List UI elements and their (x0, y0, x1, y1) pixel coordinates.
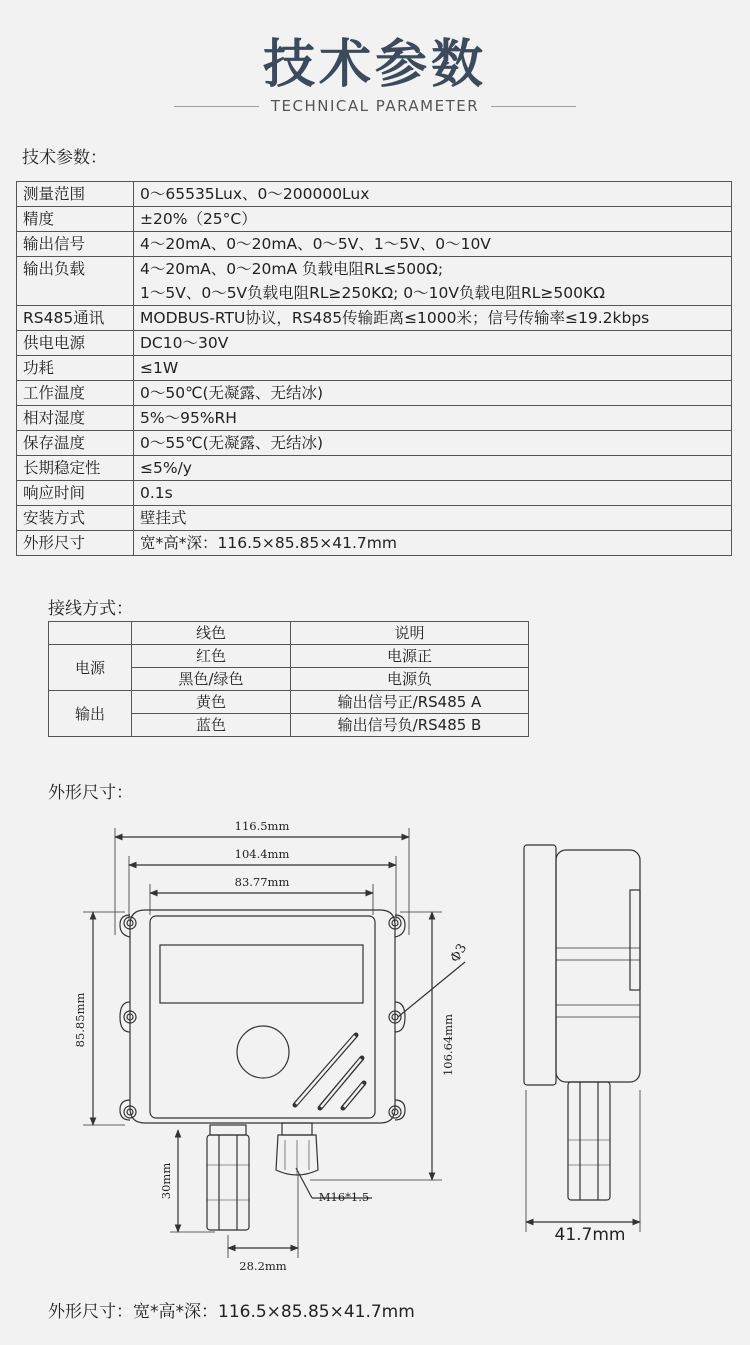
spec-value-line2: 1～5V、0～5V负载电阻RL≥250KΩ; 0～10V负载电阻RL≥500KΩ (140, 284, 605, 302)
spec-key: 安装方式 (17, 506, 134, 531)
wiring-section-label: 接线方式： (48, 599, 133, 619)
dim-width-overall: 116.5mm (234, 819, 290, 833)
wiring-color: 红色 (132, 645, 291, 668)
spec-key: 测量范围 (17, 182, 134, 207)
spec-key: 输出负载 (17, 257, 134, 306)
spec-value: ±20%（25°C） (134, 207, 732, 232)
spec-value: 0～50℃(无凝露、无结冰) (134, 381, 732, 406)
wiring-color: 黄色 (132, 691, 291, 714)
display-window (160, 945, 363, 1003)
table-row (17, 406, 732, 431)
spec-key: 工作温度 (17, 381, 134, 406)
spec-value: 壁挂式 (134, 506, 732, 531)
dim-height-right: 106.64mm (441, 1013, 455, 1077)
table-row (17, 207, 732, 232)
table-row (17, 257, 732, 306)
table-row (17, 182, 732, 207)
spec-value: 5%～95%RH (134, 406, 732, 431)
table-row (17, 481, 732, 506)
table-row (49, 691, 529, 714)
table-row (49, 645, 529, 668)
wiring-corner (49, 622, 132, 645)
spec-key: 保存温度 (17, 431, 134, 456)
dim-height-left: 85.85mm (73, 992, 87, 1048)
table-row (17, 506, 732, 531)
spec-key: 响应时间 (17, 481, 134, 506)
wiring-header-color: 线色 (132, 622, 291, 645)
divider-right (491, 106, 576, 107)
wiring-group-output: 输出 (49, 691, 132, 737)
page-title: 技术参数 (262, 35, 487, 95)
spec-value: 0～65535Lux、0～200000Lux (134, 182, 732, 207)
spec-key: 相对湿度 (17, 406, 134, 431)
sensor-probe (207, 1125, 249, 1230)
subtitle-row (0, 97, 750, 115)
dim-gland: M16*1.5 (318, 1190, 370, 1204)
spec-table (16, 181, 732, 556)
table-row (17, 306, 732, 331)
wiring-table (48, 621, 529, 737)
spec-value: ≤5%/y (134, 456, 732, 481)
table-row (17, 331, 732, 356)
divider-left (174, 106, 259, 107)
dim-probe-length: 30mm (159, 1162, 173, 1200)
spec-value: 宽*高*深：116.5×85.85×41.7mm (134, 531, 732, 556)
wiring-desc: 电源正 (291, 645, 529, 668)
side-view (524, 845, 640, 1200)
spec-value (134, 257, 732, 306)
dim-depth: 41.7mm (554, 1225, 626, 1245)
dimension-drawing (0, 800, 750, 1280)
spec-key: 精度 (17, 207, 134, 232)
spec-value-line1: 4～20mA、0～20mA 负载电阻RL≤500Ω; (140, 260, 444, 278)
table-row (17, 232, 732, 257)
table-row (17, 356, 732, 381)
wiring-group-power: 电源 (49, 645, 132, 691)
wiring-desc: 输出信号正/RS485 A (291, 691, 529, 714)
table-row (17, 531, 732, 556)
spec-key: 功耗 (17, 356, 134, 381)
spec-value: ≤1W (134, 356, 732, 381)
spec-value: 0～55℃(无凝露、无结冰) (134, 431, 732, 456)
wiring-desc: 电源负 (291, 668, 529, 691)
spec-key: RS485通讯 (17, 306, 134, 331)
spec-value: 4～20mA、0～20mA、0～5V、1～5V、0～10V (134, 232, 732, 257)
wiring-color: 黑色/绿色 (132, 668, 291, 691)
dim-width-inner: 83.77mm (234, 875, 290, 889)
spec-key: 输出信号 (17, 232, 134, 257)
spec-value: DC10～30V (134, 331, 732, 356)
mounting-ear (120, 915, 405, 1120)
dimension-section-label: 外形尺寸： (48, 783, 133, 803)
table-row (17, 456, 732, 481)
dim-width-mid: 104.4mm (234, 847, 290, 861)
wiring-color: 蓝色 (132, 714, 291, 737)
dim-probe-spacing: 28.2mm (239, 1259, 287, 1273)
table-row (49, 622, 529, 645)
spec-value: 0.1s (134, 481, 732, 506)
sensor-window (237, 1026, 289, 1078)
spec-key: 外形尺寸 (17, 531, 134, 556)
vent-slots (295, 1035, 364, 1108)
wiring-header-desc: 说明 (291, 622, 529, 645)
dimension-footer: 外形尺寸：宽*高*深：116.5×85.85×41.7mm (48, 1302, 415, 1322)
spec-key: 长期稳定性 (17, 456, 134, 481)
wiring-desc: 输出信号负/RS485 B (291, 714, 529, 737)
spec-value: MODBUS-RTU协议，RS485传输距离≤1000米；信号传输率≤19.2kbps (134, 306, 732, 331)
spec-section-label: 技术参数： (22, 148, 107, 168)
dim-hole: Φ3 (447, 941, 471, 966)
cable-gland (276, 1123, 318, 1175)
table-row (17, 381, 732, 406)
spec-key: 供电电源 (17, 331, 134, 356)
page-subtitle: TECHNICAL PARAMETER (270, 97, 480, 115)
table-row (17, 431, 732, 456)
